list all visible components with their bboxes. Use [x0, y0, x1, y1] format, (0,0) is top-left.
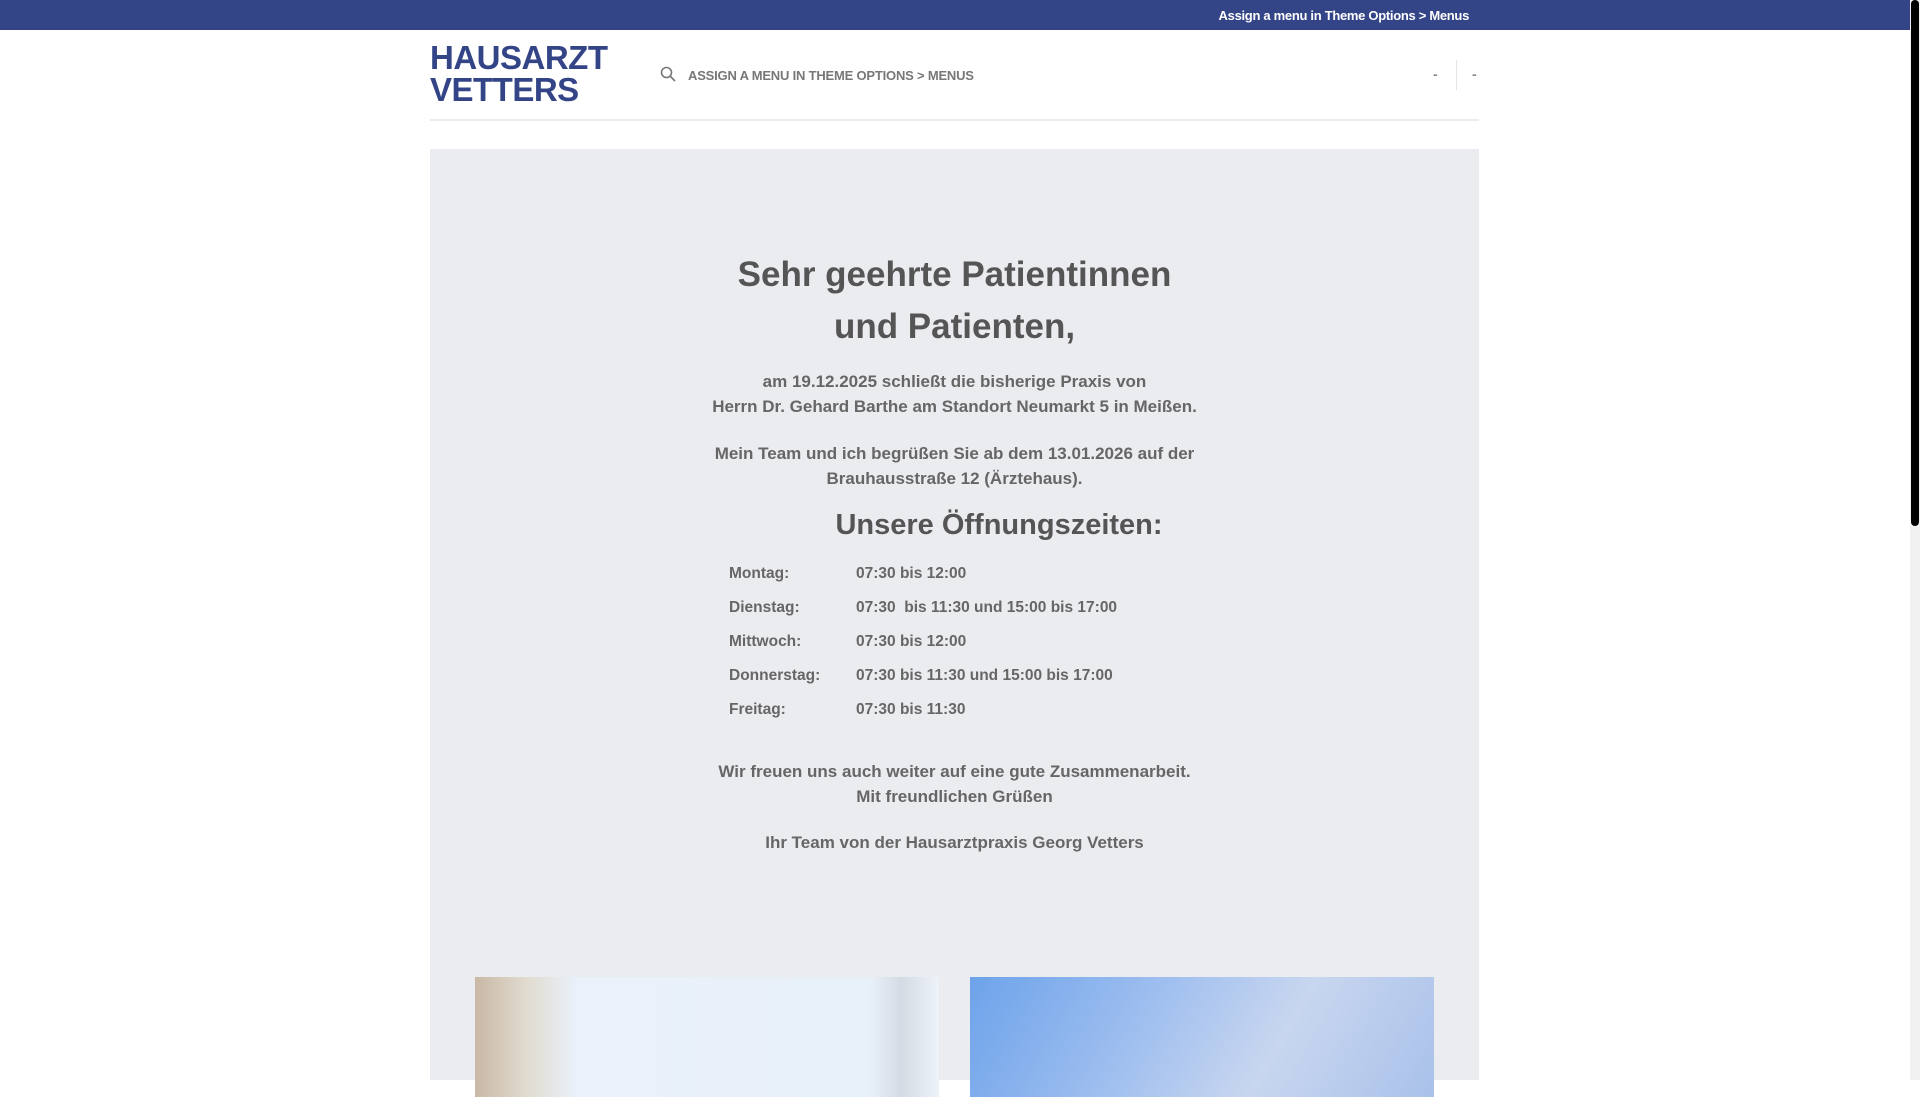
signature: Ihr Team von der Hausarztpraxis Georg Vetters: [765, 833, 1144, 852]
hours-time: 07:30 bis 12:00: [856, 565, 967, 582]
hours-row: [729, 599, 1118, 617]
notice-line-1: am 19.12.2025 schließt die bisherige Praxis von: [762, 372, 1147, 391]
hours-day: Mittwoch:: [729, 633, 802, 650]
header-divider: [1456, 60, 1457, 90]
hours-day: Freitag:: [729, 701, 786, 718]
nav-menu-hint[interactable]: ASSIGN A MENU IN THEME OPTIONS > MENUS: [688, 68, 974, 83]
welcome-line-2: Brauhausstraße 12 (Ärztehaus).: [826, 469, 1083, 488]
page-title: Sehr geehrte Patientinnen und Patienten,: [737, 255, 1172, 346]
hours-time: 07:30 bis 11:30: [856, 701, 966, 718]
header-link-2[interactable]: -: [1472, 66, 1477, 82]
notice-line-2: Herrn Dr. Gehard Barthe am Standort Neumarkt 5 in Meißen.: [712, 397, 1197, 416]
site-logo[interactable]: [430, 39, 608, 108]
content-section: [430, 149, 1479, 1080]
welcome-line-1: Mein Team und ich begrüßen Sie ab dem 13.01.2026 auf der: [714, 444, 1195, 463]
hours-day: Donnerstag:: [729, 667, 821, 684]
hours-day: Montag:: [729, 565, 790, 582]
hours-time: 07:30 bis 11:30 und 15:00 bis 17:00: [856, 599, 1118, 616]
hours-time: 07:30 bis 11:30 und 15:00 bis 17:00: [856, 667, 1113, 684]
hours-heading: Unsere Öffnungszeiten:: [835, 509, 1163, 541]
top-menu-hint-link[interactable]: Assign a menu in Theme Options > Menus: [1218, 8, 1469, 23]
hours-row: [729, 701, 966, 719]
hours-row: [729, 667, 1113, 685]
closing-line-2: Mit freundlichen Grüßen: [856, 787, 1053, 806]
search-icon[interactable]: [660, 66, 676, 82]
hours-day: Dienstag:: [729, 599, 800, 616]
closing-line-1: Wir freuen uns auch weiter auf eine gute Zusammenarbeit.: [718, 762, 1191, 781]
header-link-1[interactable]: -: [1433, 66, 1438, 82]
doctor-photo: [475, 977, 939, 1097]
header-bottom-border: [430, 119, 1479, 121]
hours-row: [729, 633, 967, 651]
hours-row: [729, 565, 967, 583]
scrollbar-thumb[interactable]: [1911, 0, 1919, 526]
logo-line-1: HAUSARZT: [430, 39, 608, 76]
hours-time: 07:30 bis 12:00: [856, 633, 967, 650]
sky-photo: [970, 977, 1434, 1097]
logo-line-2: VETTERS: [430, 71, 579, 108]
top-bar: [0, 0, 1910, 30]
